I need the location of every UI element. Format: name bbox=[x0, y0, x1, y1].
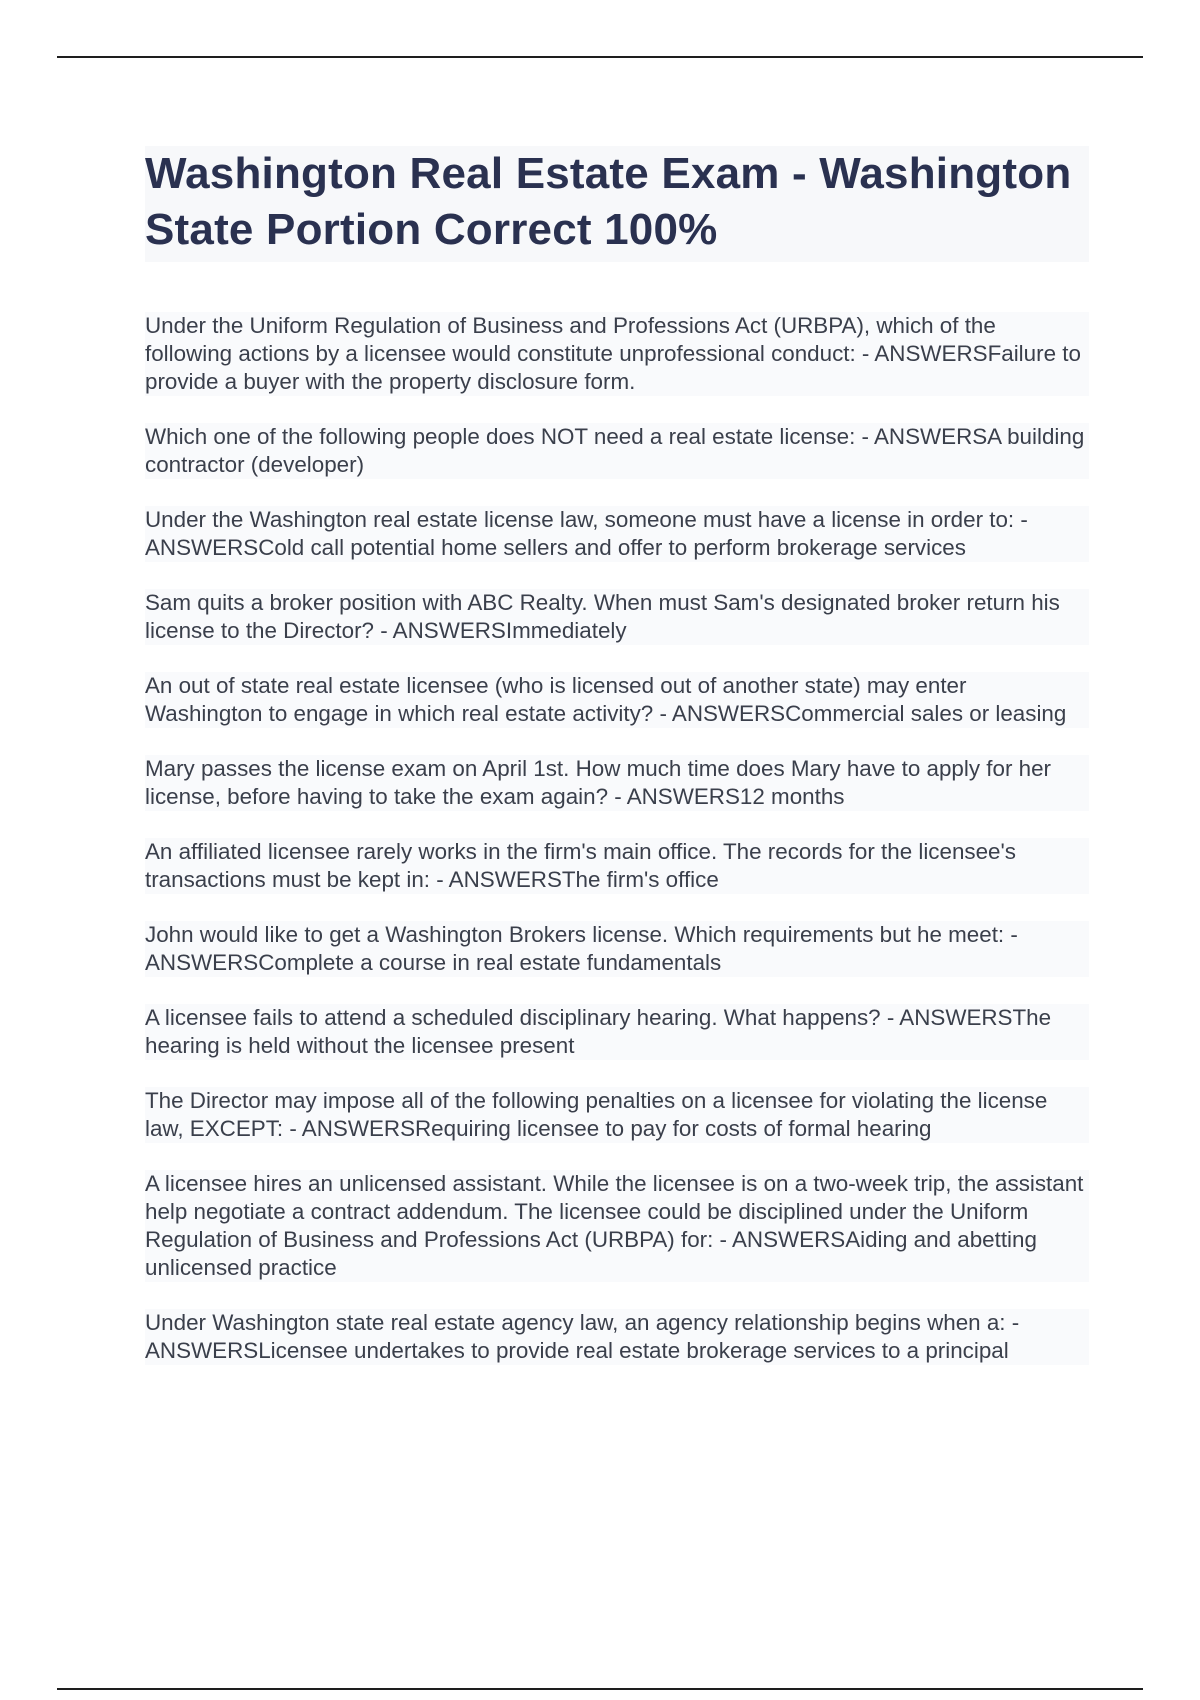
qa-item: Under Washington state real estate agency law, an agency relationship begins when a: - ANSWERSLicensee undertakes to provide real estate brokerage services to a principal bbox=[145, 1309, 1089, 1365]
header-rule bbox=[57, 56, 1143, 58]
qa-item: An out of state real estate licensee (who is licensed out of another state) may enter Washington to engage in which real estate activity? - ANSWERSCommercial sales or leasing bbox=[145, 672, 1089, 728]
title-block bbox=[145, 146, 1089, 262]
qa-item: Which one of the following people does NOT need a real estate license: - ANSWERSA building contractor (developer) bbox=[145, 423, 1089, 479]
qa-item: Under the Washington real estate license law, someone must have a license in order to: - ANSWERSCold call potential home sellers and offer to perform brokerage services bbox=[145, 506, 1089, 562]
qa-item: John would like to get a Washington Brokers license. Which requirements but he meet: - ANSWERSComplete a course in real estate fundamentals bbox=[145, 921, 1089, 977]
footer-rule bbox=[57, 1688, 1143, 1690]
qa-item: A licensee fails to attend a scheduled disciplinary hearing. What happens? - ANSWERSThe hearing is held without the licensee present bbox=[145, 1004, 1089, 1060]
qa-item: Sam quits a broker position with ABC Realty. When must Sam's designated broker return his license to the Director? - ANSWERSImmediately bbox=[145, 589, 1089, 645]
qa-item: A licensee hires an unlicensed assistant. While the licensee is on a two-week trip, the assistant help negotiate a contract addendum. The licensee could be disciplined under the Uniform Regulation of Business and Professions Act (URBPA) for: - ANSWERSAiding and abetting unlicensed practice bbox=[145, 1170, 1089, 1282]
qa-item: Under the Uniform Regulation of Business and Professions Act (URBPA), which of the following actions by a licensee would constitute unprofessional conduct: - ANSWERSFailure to provide a buyer with the property disclosure form. bbox=[145, 312, 1089, 396]
document-title: Washington Real Estate Exam - Washington State Portion Correct 100% bbox=[145, 149, 1072, 254]
qa-item: Mary passes the license exam on April 1st. How much time does Mary have to apply for her license, before having to take the exam again? - ANSWERS12 months bbox=[145, 755, 1089, 811]
qa-item: An affiliated licensee rarely works in the firm's main office. The records for the licensee's transactions must be kept in: - ANSWERSThe firm's office bbox=[145, 838, 1089, 894]
qa-item: The Director may impose all of the following penalties on a licensee for violating the license law, EXCEPT: - ANSWERSRequiring licensee to pay for costs of formal hearing bbox=[145, 1087, 1089, 1143]
qa-list bbox=[145, 312, 1089, 1392]
